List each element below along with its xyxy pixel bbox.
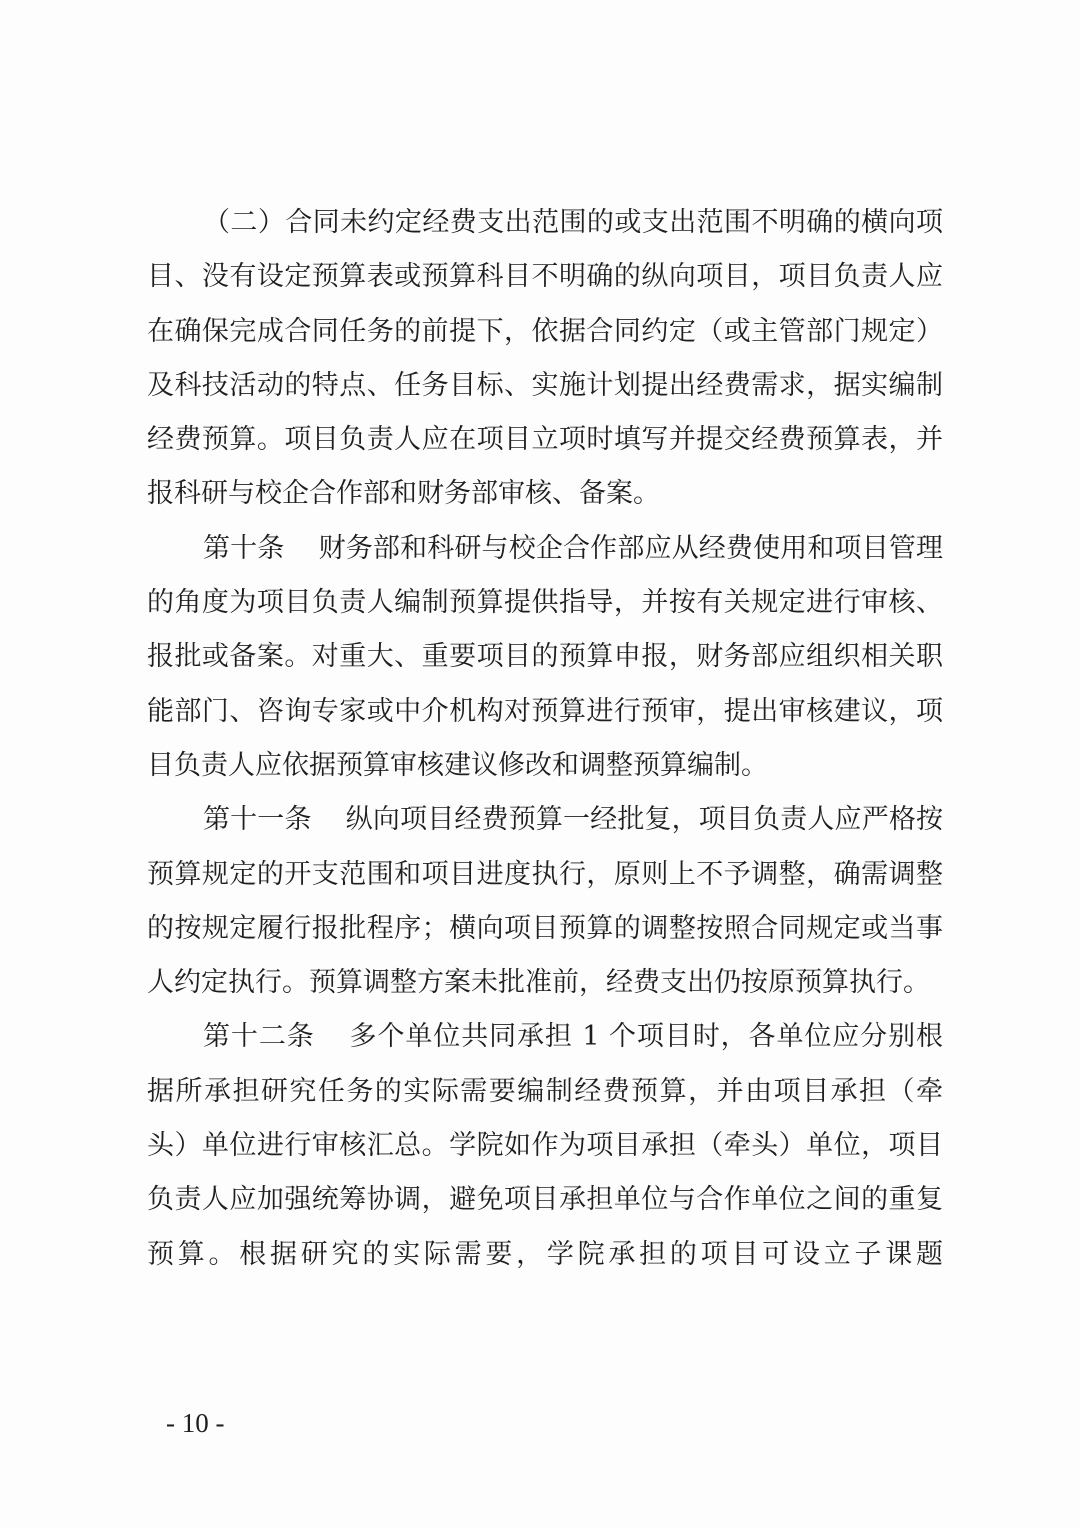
article-12-heading: 第十二条	[203, 1021, 315, 1053]
clause-2-text: （二）合同未约定经费支出范围的或支出范围不明确的横向项目、没有设定预算表或预算科目不明确的纵向项目，项目负责人应在确保完成合同任务的前提下，依据合同约定（或主管部门规定）及科技活动的特点、任务目标、实施计划提出经费需求，据实编制经费预算。项目负责人应在项目立项时填写并提交经费预算表，并报科研与校企合作部和财务部审核、备案。	[147, 207, 943, 510]
article-12-text: 多个单位共同承担 1 个项目时，各单位应分别根据所承担研究任务的实际需要编制经费预算，并由项目承担（牵头）单位进行审核汇总。学院如作为项目承担（牵头）单位，项目负责人应加强统筹协调，避免项目承担单位与合作单位之间的重复预算。根据研究的实际需要，学院承担的项目可设立子课题	[147, 1021, 943, 1270]
clause-2-paragraph	[147, 196, 943, 522]
document-body	[147, 196, 943, 1282]
article-11-paragraph	[147, 793, 943, 1010]
article-10-heading: 第十条	[203, 532, 285, 564]
article-11-heading: 第十一条	[203, 804, 312, 836]
page-number: - 10 -	[166, 1408, 225, 1438]
article-10-text: 财务部和科研与校企合作部应从经费使用和项目管理的角度为项目负责人编制预算提供指导，并按有关规定进行审核、报批或备案。对重大、重要项目的预算申报，财务部应组织相关职能部门、咨询专家或中介机构对预算进行预审，提出审核建议，项目负责人应依据预算审核建议修改和调整预算编制。	[147, 532, 944, 781]
article-10-paragraph	[147, 522, 943, 793]
article-12-paragraph	[147, 1010, 943, 1281]
article-11-text: 纵向项目经费预算一经批复，项目负责人应严格按预算规定的开支范围和项目进度执行，原则上不予调整，确需调整的按规定履行报批程序；横向项目预算的调整按照合同规定或当事人约定执行。预算调整方案未批准前，经费支出仍按原预算执行。	[147, 804, 944, 999]
